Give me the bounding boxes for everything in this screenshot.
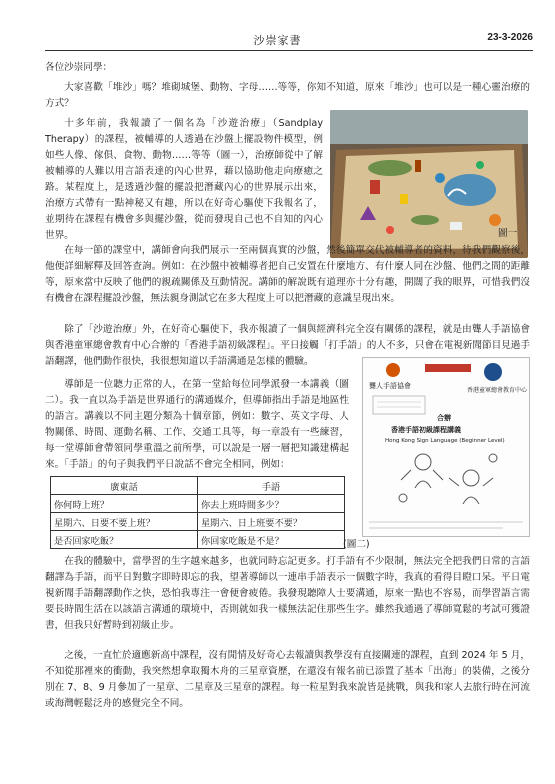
booklet-course: 香港手語初級課程講義 (391, 426, 461, 434)
signlang-paragraph: 除了「沙遊治療」外，在好奇心驅使下，我亦報讀了一個與經濟科完全沒有關係的課程，就是由聾人手語協會與香港童軍總會教育中心合辦的「香港手語初級課程」。平日接觸「打手語」的人不多，只會在電視新聞節目見過手語翻譯，他們動作很快，我很想知道以手語溝通是怎樣的體驗。 (45, 324, 530, 367)
table-cell: 星期六、日要不要上班？ (51, 513, 198, 531)
figure2-caption: (圖二) (343, 539, 370, 550)
booklet-org-left: 聾人手語協會 (369, 382, 411, 390)
intro-paragraph: 大家喜歡「堆沙」嗎？堆砌城堡、動物、字母……等等，你知不知道，原來「堆沙」也可以是一種心靈治療的方式？ (45, 82, 530, 109)
header-divider (45, 50, 533, 51)
kayak-paragraph: 之後，一直忙於適應新高中課程，沒有閒情及好奇心去報讀與教學沒有直接關連的課程，直到 2024 年 5 月，不知從那裡來的衝動，我突然想拿取獨木舟的三星章資歷，在還沒有報名前已添置了基本「出海」的裝備，之後分別在 7、8、9 月參加了一星章、二星章及三星章的課程。每一粒星對我來說皆是挑戰，與我和家人去旅行時在河流或海灣輕鬆泛舟的感覺完全不同。 (45, 650, 530, 709)
table-header-row (51, 477, 345, 495)
figure1-caption: 圖一 (498, 228, 518, 239)
column-header: 廣東話 (51, 477, 198, 495)
table-cell: 星期六、日上班要不要？ (198, 513, 345, 531)
salutation: 各位沙崇同學： (45, 62, 113, 73)
table-cell: 你何時上班？ (51, 495, 198, 513)
column-header: 手語 (198, 477, 345, 495)
letter-date: 23-3-2026 (487, 32, 533, 43)
teacher-paragraph: 導師是一位聽力正常的人，在第一堂給每位同學派發一本講義（圖二）。我一直以為手語是世界通行的溝通媒介，但導師指出手語是地區性的語言。講義以不同主題分類為十個章節，例如：數字、英文字母、人物關係、時間、運動名稱、工作、交通工具等，每一章設有一些練習，每一堂導師會帶領同學重溫之前所學，可以說是一層一層把知識建構起來。「手語」的句子與我們平日說話不會完全相同，例如： (45, 379, 349, 470)
booklet-joint: 合辦 (437, 414, 451, 422)
booklet-course-en: Hong Kong Sign Language (Beginner Level) (385, 438, 505, 444)
sign-language-table (50, 476, 345, 549)
handout-booklet (362, 357, 530, 537)
booklet-org-right: 香港童軍總會教育中心 (467, 387, 528, 394)
class-paragraph: 在每一節的課堂中，講師會向我們展示一至兩個真實的沙盤，然後簡單交代被輔導者的資料，待我們觀察後，他便詳細解釋及回答查詢。例如：在沙盤中被輔導者把自己安置在什麼地方、有什麼人同在沙盤、他們之間的距離等，原來當中反映了他們的親疏關係及互動情況。講師的解說既有道理亦十分有趣，開闊了我的眼界，可惜我們沒有機會在課程擺設沙盤，無法親身測試它在多大程度上可以把潛藏的意識呈現出來。 (45, 245, 530, 304)
sandplay-paragraph: 十多年前，我報讀了一個名為「沙遊治療」（Sandplay Therapy）的課程，被輔導的人透過在沙盤上擺設物件模型，例如些人像、傢俱、食物、動物……等等（圖一），治療師從中了解被輔導的人難以用言語表達的內心世界，藉以協助他走向療癒之路。某程度上，是透過沙盤的擺設把潛藏內心的世界展示出來，治療方式帶有一點神秘又有趣，所以在好奇心驅使下我報名了，並期待在課程有機會多與擺沙盤，從而發現自己也不自知的內心世界。 (45, 118, 323, 241)
table-cell: 你去上班時間多少？ (198, 495, 345, 513)
table-row (51, 531, 345, 549)
table-row (51, 513, 345, 531)
table-cell: 你回家吃飯是不是？ (198, 531, 345, 549)
table-cell: 是否回家吃飯？ (51, 531, 198, 549)
experience-paragraph: 在我的體驗中，當學習的生字越來越多，也就同時忘記更多。打手語有不少限制，無法完全把我們日常的言語翻譯為手語，而平日對數字即時即忘的我，望著導師以一連串手語表示一個數字時，我真的看得目瞪口呆。平日電視新聞手語翻譯動作之快，恐怕我專注一會便會疲倦。我發現聽障人士要溝通，原來一點也不容易，而學習語言需要長時間生活在以該語言溝通的環境中，否則就如我一樣無法記住那些生字。雖然我通過了導師寬鬆的考試可獲證書，但我只好暫時到初級止步。 (45, 556, 530, 631)
page-title: 沙崇家書 (253, 34, 302, 47)
table-row (51, 495, 345, 513)
